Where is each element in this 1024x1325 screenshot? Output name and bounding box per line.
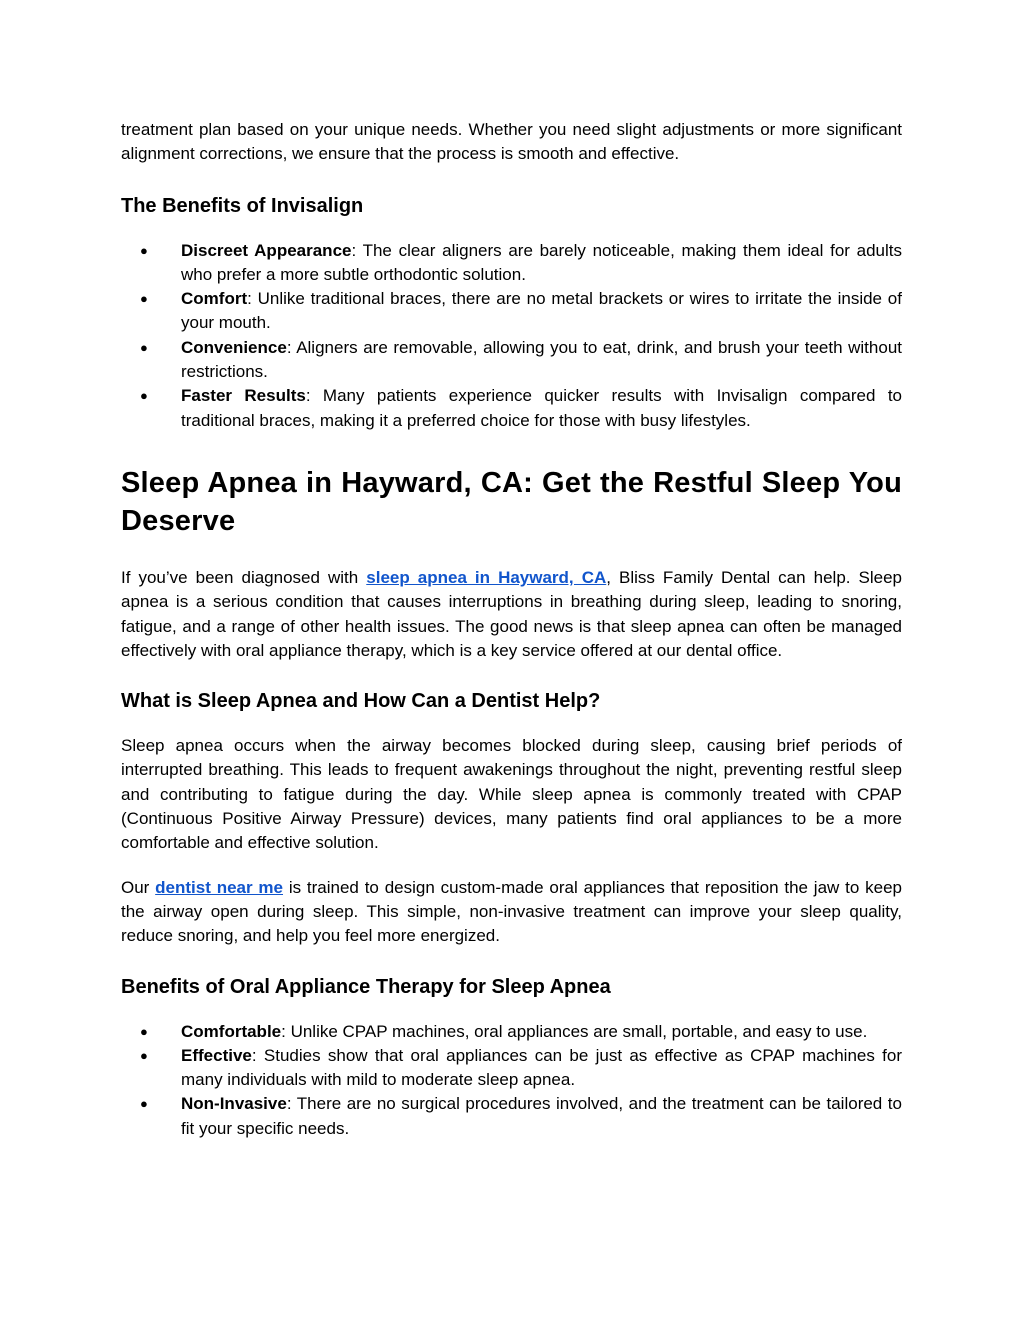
- oral-appliance-benefits-list: [121, 1020, 902, 1141]
- list-item-term: Discreet Appearance: [181, 240, 352, 260]
- bullet-icon: ●: [140, 1096, 148, 1112]
- what-is-paragraph: Sleep apnea occurs when the airway becomes blocked during sleep, causing brief periods of interrupted breathing. This leads to frequent awakenings throughout the night, preventing restful sleep and contributing to fatigue during the day. While sleep apnea is commonly treated with CPAP (Continuous Positive Airway Pressure) devices, many patients find oral appliances to be a more comfortable and effective solution.: [121, 736, 902, 853]
- list-item-desc: : There are no surgical procedures involved, and the treatment can be tailored to fit your specific needs.: [181, 1094, 902, 1138]
- paragraph-text: Our: [121, 877, 156, 897]
- sleep-apnea-title: Sleep Apnea in Hayward, CA: Get the Restful Sleep You Deserve: [121, 466, 902, 537]
- list-item-term: Faster Results: [181, 386, 306, 406]
- bullet-icon: ●: [140, 1023, 148, 1039]
- list-item-desc: : Unlike traditional braces, there are no metal brackets or wires to irritate the inside of your mouth.: [181, 289, 902, 333]
- list-item-term: Comfort: [181, 289, 248, 309]
- paragraph-text: is trained to design custom-made oral appliances that reposition the jaw to keep the airway open during sleep. This simple, non-invasive treatment can improve your sleep quality, reduce snoring, and help you feel more energized.: [121, 877, 902, 946]
- list-item-term: Non-Invasive: [181, 1094, 287, 1114]
- list-item: [121, 384, 902, 433]
- list-item-term: Comfortable: [181, 1021, 282, 1041]
- list-item: [121, 287, 902, 336]
- list-item-desc: : Unlike CPAP machines, oral appliances are small, portable, and easy to use.: [281, 1021, 868, 1041]
- list-item-desc: : Many patients experience quicker results with Invisalign compared to traditional braces, making it a preferred choice for those with busy lifestyles.: [181, 386, 902, 430]
- what-is-sleep-apnea-heading: What is Sleep Apnea and How Can a Dentist Help?: [121, 690, 601, 713]
- list-item: [121, 1044, 902, 1093]
- list-item: [121, 1092, 902, 1141]
- intro-paragraph: treatment plan based on your unique needs. Whether you need slight adjustments or more significant alignment corrections, we ensure that the process is smooth and effective.: [121, 120, 902, 164]
- list-item: [121, 1020, 902, 1044]
- list-item: [121, 336, 902, 385]
- bullet-icon: ●: [140, 1047, 148, 1063]
- oral-appliance-benefits-heading: Benefits of Oral Appliance Therapy for Sleep Apnea: [121, 975, 611, 998]
- list-item-desc: : Aligners are removable, allowing you to eat, drink, and brush your teeth without restrictions.: [181, 337, 902, 382]
- dentist-paragraph: [121, 876, 902, 949]
- bullet-icon: ●: [140, 242, 148, 258]
- list-item-desc: : The clear aligners are barely noticeable, making them ideal for adults who prefer a more subtle orthodontic solution.: [181, 240, 902, 284]
- bullet-icon: ●: [140, 339, 148, 355]
- invisalign-benefits-list: [121, 239, 902, 433]
- paragraph-text: , Bliss Family Dental can help. Sleep apnea is a serious condition that causes interruptions in breathing during sleep, leading to snoring, fatigue, and a range of other health issues. The good news is that sleep apnea can often be managed effectively with oral appliance therapy, which is a key service offered at our dental office.: [121, 567, 903, 660]
- bullet-icon: ●: [140, 388, 148, 404]
- invisalign-benefits-heading: The Benefits of Invisalign: [121, 194, 364, 217]
- sleep-apnea-paragraph: [121, 566, 902, 663]
- paragraph-text: If you’ve been diagnosed with: [121, 567, 367, 587]
- sleep-apnea-link[interactable]: sleep apnea in Hayward, CA: [366, 567, 607, 587]
- bullet-icon: ●: [140, 291, 148, 307]
- list-item-desc: : Studies show that oral appliances can be just as effective as CPAP machines for many individuals with mild to moderate sleep apnea.: [181, 1045, 902, 1090]
- list-item-term: Convenience: [181, 337, 287, 357]
- dentist-near-me-link[interactable]: dentist near me: [155, 877, 283, 897]
- list-item-term: Effective: [181, 1045, 252, 1065]
- document-page: [121, 118, 902, 1141]
- list-item: [121, 239, 902, 288]
